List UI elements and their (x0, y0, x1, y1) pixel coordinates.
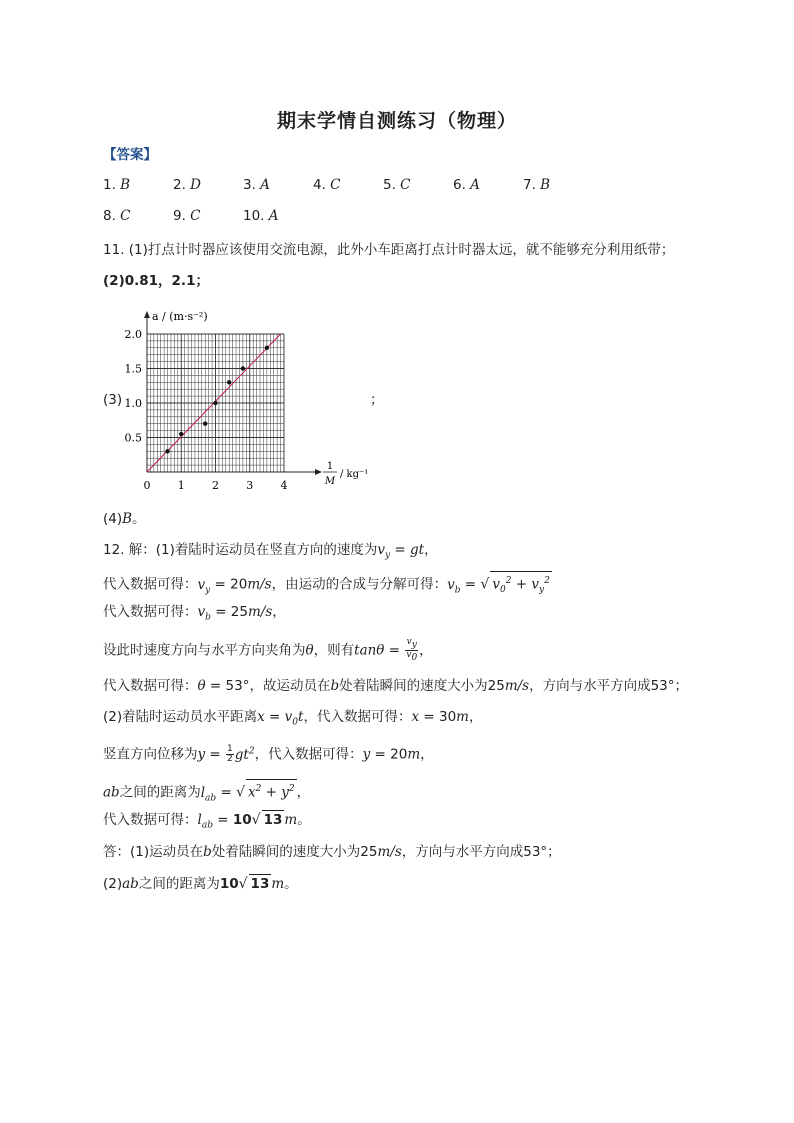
answer-label: 【答案】 (103, 147, 157, 163)
data-point (203, 422, 207, 426)
q11-part4: (4)B。 (103, 511, 146, 527)
y-tick-label: 1.0 (125, 397, 142, 410)
x-tick-label: 1 (177, 479, 185, 492)
q12-line4: 设此时速度方向与水平方向夹角为θ，则有tanθ = $\frac{v_y}{v_0}$ ， (103, 637, 433, 663)
q12-line6: (2)着陆时运动员水平距离$x = v_0t$，代入数据可得：x = 30m， (103, 709, 483, 728)
mc-answer-5: 5. C (383, 177, 411, 193)
q12-answer2: (2)ab之间的距离为10√ 13 m。 (103, 876, 298, 892)
mc-answer-10: 10. A (243, 208, 279, 224)
y-axis-label: a / (m·s⁻²) (152, 310, 208, 323)
q12-line1: 12. 解：(1)着陆时运动员在竖直方向的速度为$v_y$ = gt， (103, 542, 438, 561)
q12-line7: 竖直方向位移为y = $\frac{1}{2}$ $gt^2$，代入数据可得：y = 20m， (103, 744, 434, 764)
data-point (179, 432, 183, 436)
mc-answer-1: 1. B (103, 177, 131, 193)
q12-line9: 代入数据可得：$l_{ab} = 10√$ 13 m。 (103, 812, 311, 831)
mc-answer-8: 8. C (103, 208, 131, 224)
page-title: 期末学情自测练习（物理） (276, 110, 517, 132)
data-point (227, 380, 231, 384)
mc-answer-3: 3. A (243, 177, 270, 193)
q11-part2: (2)0.81，2.1； (103, 273, 209, 289)
q11-part1: 11. (1)打点计时器应该使用交流电源，此外小车距离打点计时器太远，就不能够充分利用纸带； (103, 242, 675, 258)
q12-answer1: 答：(1)运动员在b处着陆瞬间的速度大小为25m/s，方向与水平方向成53°； (103, 844, 561, 860)
q12-line3: 代入数据可得：$v_b = 25m/s$， (103, 604, 286, 623)
data-point (165, 449, 169, 453)
x-axis-label-denominator: M (324, 476, 336, 487)
q12-line8: ab之间的距离为$l_{ab}$ = √ $x^2 + y^2$ ， (103, 779, 310, 807)
data-point (213, 401, 217, 405)
data-point (241, 366, 245, 370)
x-tick-label: 0 (143, 479, 151, 492)
q11-part3-label: (3) (103, 392, 123, 408)
y-tick-label: 1.5 (125, 362, 142, 376)
mc-answer-7: 7. B (523, 177, 551, 193)
x-axis-label-unit: / kg⁻¹ (340, 469, 369, 480)
y-tick-label: 0.5 (125, 431, 142, 445)
mc-answer-9: 9. C (173, 208, 201, 224)
y-axis-arrow (144, 311, 150, 318)
q11-part3-end: ； (370, 392, 384, 408)
acceleration-chart (125, 300, 385, 500)
y-tick-label: 2.0 (125, 328, 142, 341)
x-tick-label: 3 (246, 479, 254, 492)
q12-line5: 代入数据可得：θ = 53°，故运动员在b处着陆瞬间的速度大小为25m/s，方向与水平方向成53°； (103, 678, 689, 694)
q12-line2: 代入数据可得：$v_y = 20m/s$，由运动的合成与分解可得：$v_b$ = √ $v_0^2 + v_y^2$ (103, 571, 552, 599)
x-axis-label-numerator: 1 (326, 461, 334, 472)
x-axis-arrow (315, 469, 322, 475)
mc-answer-2: 2. D (173, 177, 201, 193)
data-point (265, 346, 269, 350)
mc-answer-6: 6. A (453, 177, 480, 193)
x-tick-label: 2 (212, 479, 219, 492)
mc-answer-4: 4. C (313, 177, 341, 193)
x-tick-label: 4 (280, 479, 288, 492)
